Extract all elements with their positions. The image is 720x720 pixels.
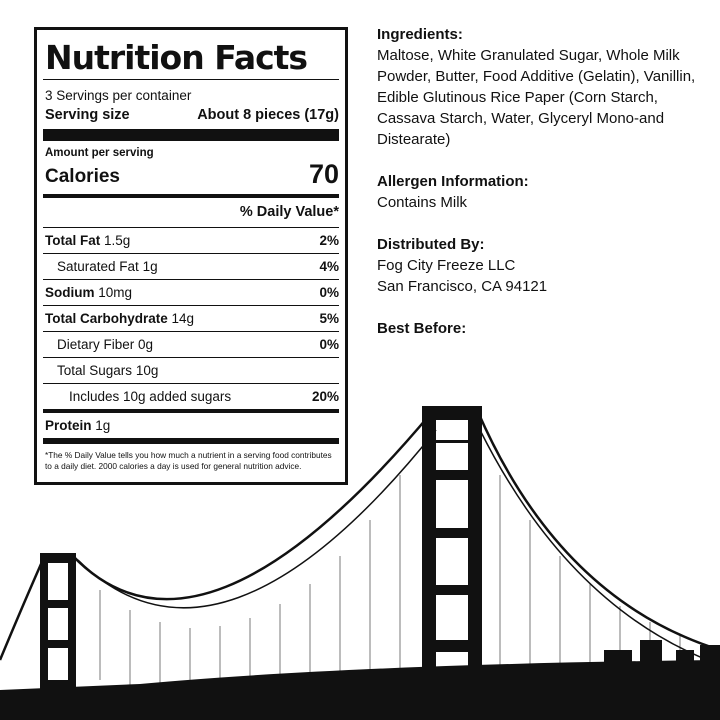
nutrition-facts-panel <box>34 27 348 485</box>
nutrient-amount: 1g <box>142 259 158 274</box>
nutrient-percent: 4% <box>319 259 339 274</box>
serving-size-row <box>45 107 339 124</box>
nutrient-amount: 14g <box>171 311 195 326</box>
best-before-section <box>377 318 707 339</box>
nutrient-name: Total Carbohydrate <box>45 311 168 326</box>
nutrient-name: Protein <box>45 418 92 433</box>
nutrient-percent: 0% <box>319 285 339 300</box>
divider <box>43 438 339 444</box>
nutrient-row-total-fat <box>45 228 339 253</box>
divider <box>43 129 339 141</box>
product-info <box>377 24 707 360</box>
nutrient-row-saturated-fat <box>45 254 339 279</box>
nutrient-amount: 0g <box>138 337 154 352</box>
calories-label: Calories <box>45 166 120 187</box>
nutrient-name: Total Fat <box>45 233 101 248</box>
daily-value-header: % Daily Value* <box>239 204 339 220</box>
ingredients-text: Maltose, White Granulated Sugar, Whole Milk Powder, Butter, Food Additive (Gelatin), Vanillin, Edible Glutinous Rice Paper (Corn Starch, Cassava Starch, Water, Glyceryl Mono-and Distearate) <box>377 47 696 148</box>
nutrient-name: Dietary Fiber <box>57 337 135 352</box>
nutrient-name: Includes 10g added sugars <box>69 389 232 404</box>
nutrient-row-sodium <box>45 280 339 305</box>
servings-per-container: 3 Servings per container <box>45 88 192 103</box>
nutrient-percent: 5% <box>319 311 339 326</box>
allergen-section <box>377 171 707 213</box>
allergen-heading: Allergen Information: <box>377 173 529 190</box>
nutrient-amount: 1.5g <box>104 233 131 248</box>
nutrient-name: Total Sugars <box>57 363 133 378</box>
allergen-text: Contains Milk <box>377 194 468 211</box>
distributor-name: Fog City Freeze LLC <box>377 257 516 274</box>
distributor-address: San Francisco, CA 94121 <box>377 278 548 295</box>
nutrient-name: Sodium <box>45 285 95 300</box>
nutrient-row-added-sugars <box>45 384 339 409</box>
nutrient-amount: 10g <box>135 363 159 378</box>
nutrient-percent: 0% <box>319 337 339 352</box>
nutrient-row-total-carbohydrate <box>45 306 339 331</box>
divider <box>43 194 339 198</box>
calories-value: 70 <box>308 159 339 189</box>
nutrient-name: Saturated Fat <box>57 259 139 274</box>
nutrient-row-total-sugars <box>45 358 339 383</box>
best-before-heading: Best Before: <box>377 320 467 337</box>
nutrient-row-protein <box>45 413 339 438</box>
ingredients-heading: Ingredients: <box>377 26 463 43</box>
ingredients-section <box>377 24 707 150</box>
nutrient-amount: 1g <box>95 418 111 433</box>
distributed-heading: Distributed By: <box>377 236 485 253</box>
daily-value-footnote: *The % Daily Value tells you how much a nutrient in a serving food contributes to a daily diet. 2000 calories a day is used for general nutrition advice. <box>45 450 332 471</box>
serving-size-value: About 8 pieces (17g) <box>197 107 339 123</box>
nutrient-row-dietary-fiber <box>45 332 339 357</box>
amount-per-serving: Amount per serving <box>45 147 154 159</box>
nutrient-percent: 2% <box>319 233 339 248</box>
serving-size-label: Serving size <box>45 107 130 123</box>
divider <box>43 79 339 80</box>
distributor-section <box>377 234 707 297</box>
calories-row <box>45 160 339 188</box>
nutrient-percent: 20% <box>311 389 339 404</box>
nutrition-facts-title: Nutrition Facts <box>45 38 308 77</box>
nutrient-amount: 10mg <box>98 285 133 300</box>
